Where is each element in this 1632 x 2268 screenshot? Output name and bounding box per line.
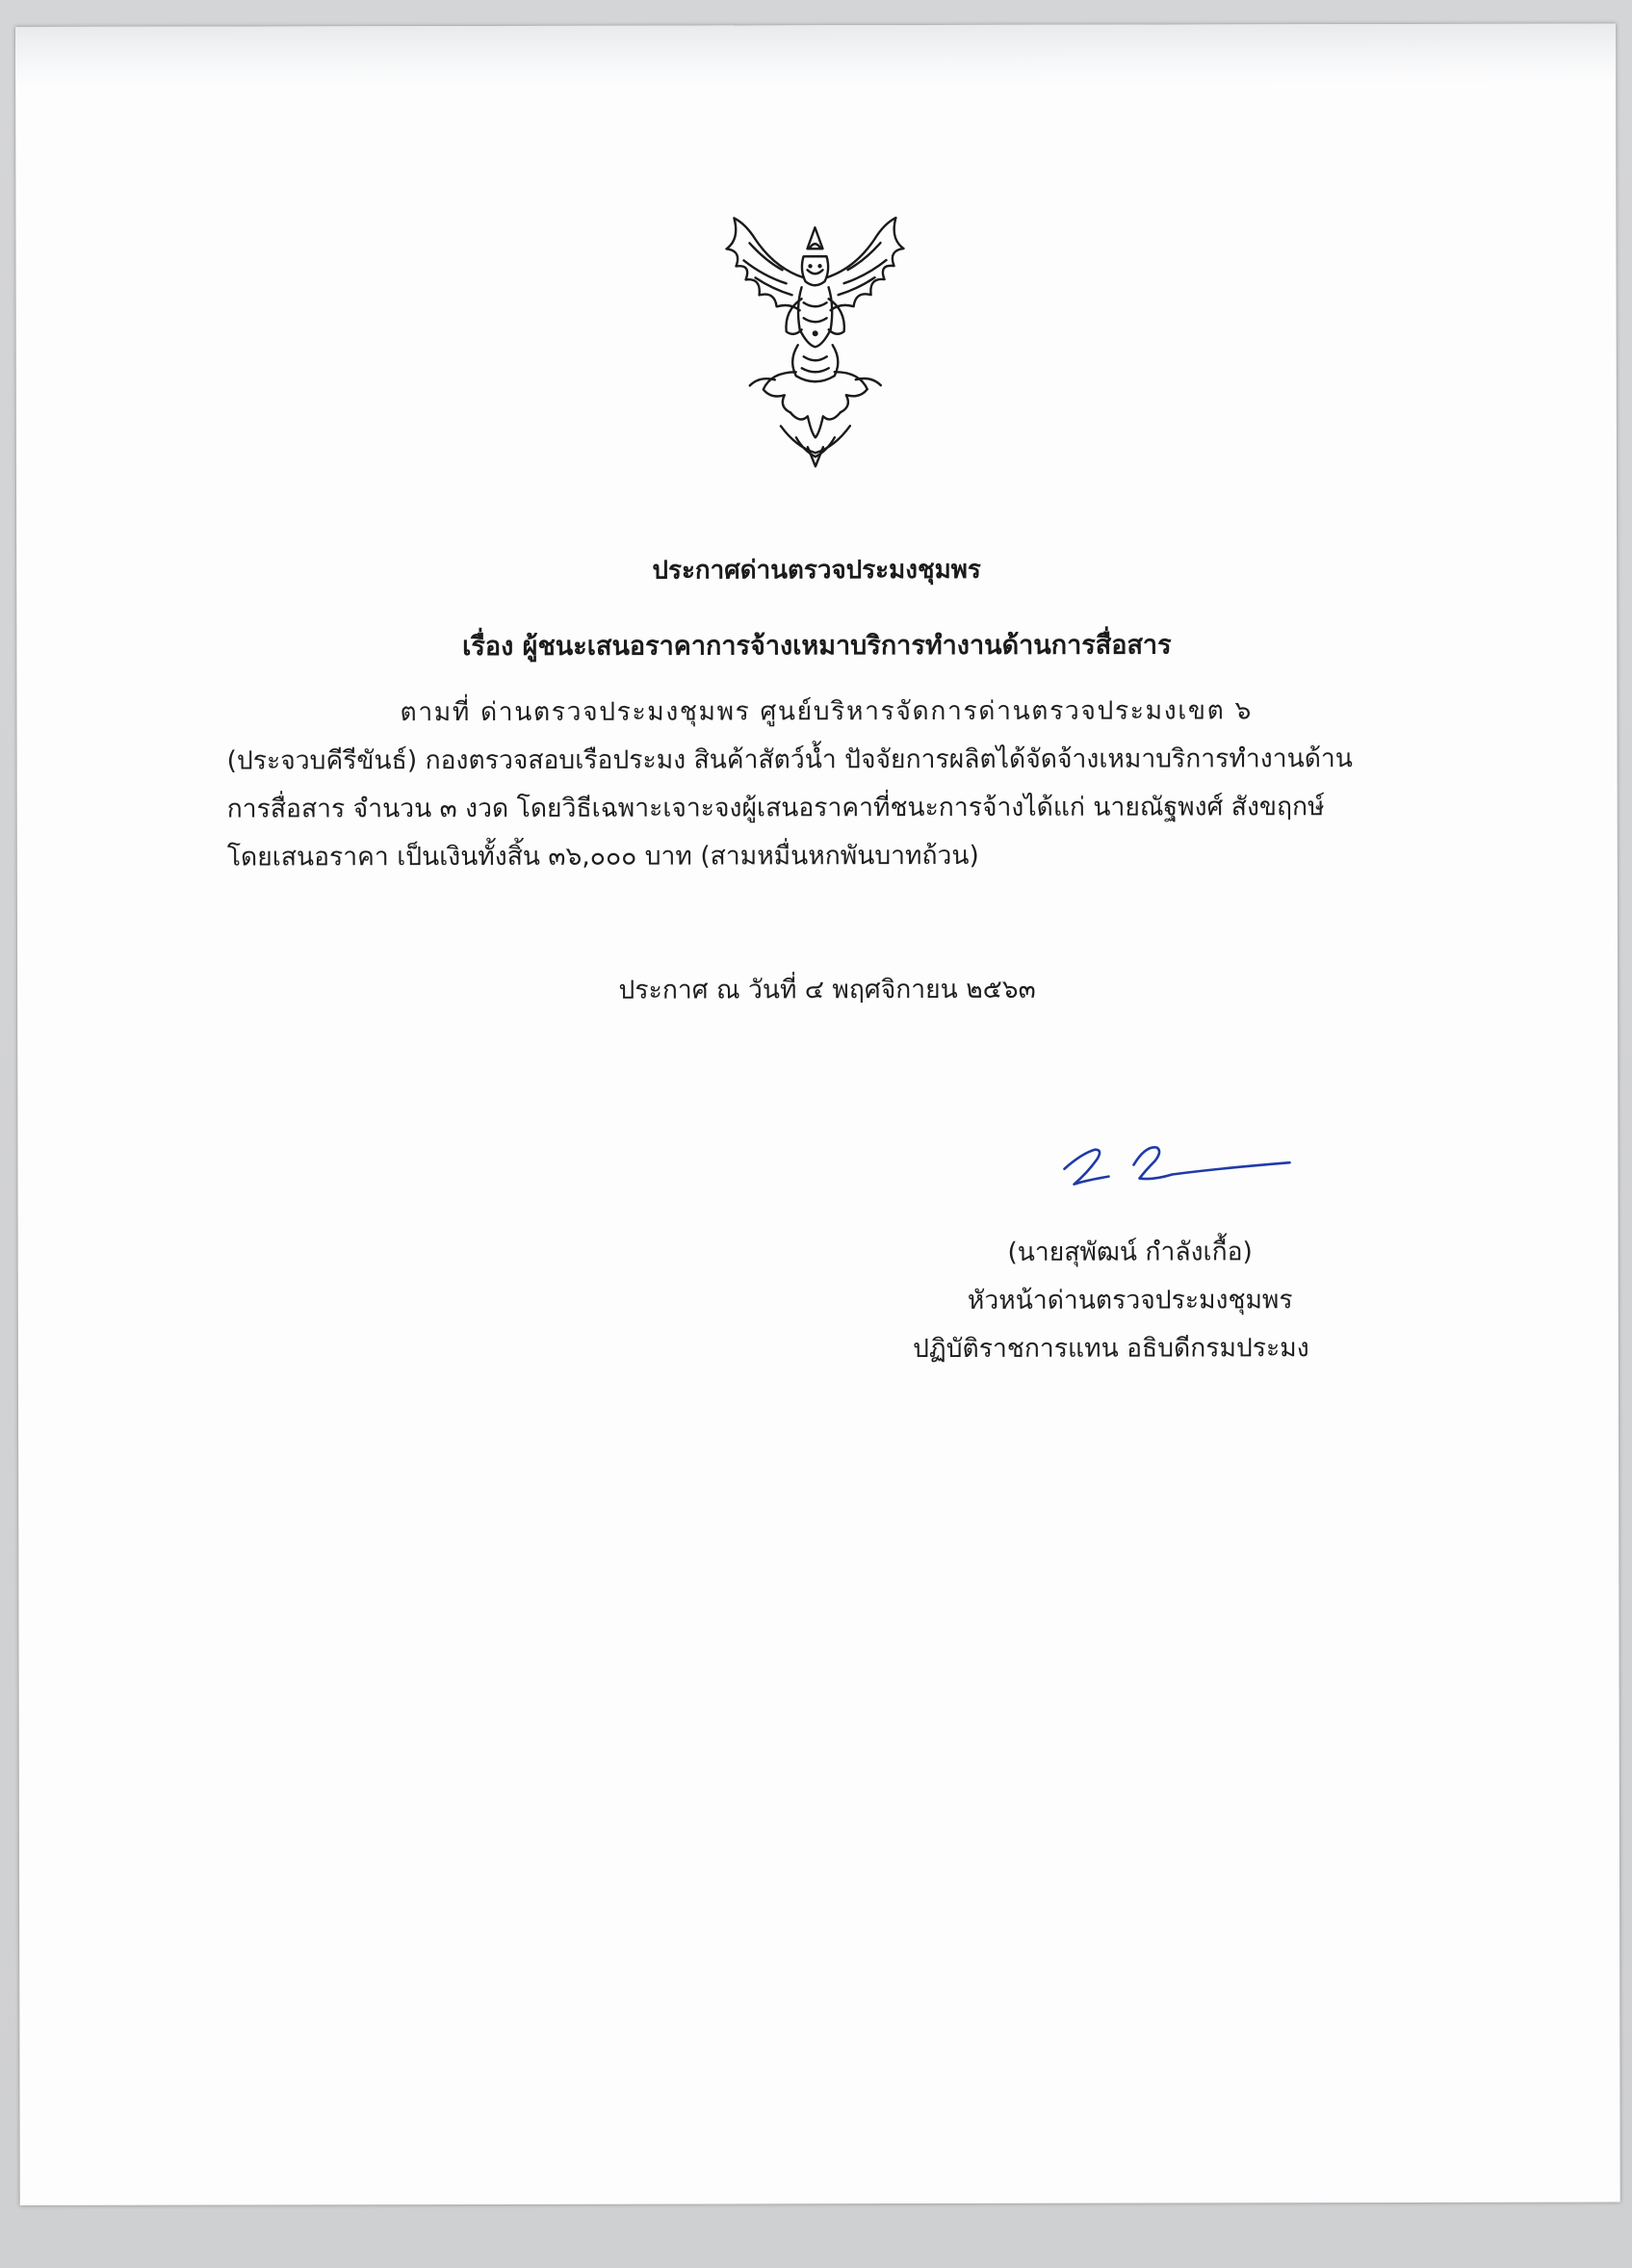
signatory-position: หัวหน้าด่านตรวจประมงชุมพร (967, 1285, 1293, 1316)
body-line: (ประจวบคีรีขันธ์) กองตรวจสอบเรือประมง สินค้าสัตว์น้ำ ปัจจัยการผลิตได้จัดจ้างเหมาบริการทำงานด้าน (226, 743, 1353, 776)
announcement-date: ประกาศ ณ วันที่ ๔ พฤศจิกายน ๒๕๖๓ (618, 974, 1036, 1005)
signatory-name: (นายสุพัฒน์ กำลังเกื้อ) (1007, 1237, 1253, 1267)
body-line: ตามที่ ด่านตรวจประมงชุมพร ศูนย์บริหารจัดการด่านตรวจประมงเขต ๖ (400, 695, 1253, 728)
body-line: โดยเสนอราคา เป็นเงินทั้งสิ้น ๓๖,๐๐๐ บาท (สามหมื่นหกพันบาทถ้วน) (226, 840, 979, 873)
signatory-block (890, 1228, 1371, 1373)
announcement-subject: เรื่อง ผู้ชนะเสนอราคาการจ้างเหมาบริการทำงานด้านการสื่อสาร (462, 630, 1172, 663)
announcement-body (226, 687, 1401, 882)
announcement-title: ประกาศด่านตรวจประมงชุมพร (652, 555, 981, 586)
body-line: การสื่อสาร จำนวน ๓ งวด โดยวิธีเฉพาะเจาะจงผู้เสนอราคาที่ชนะการจ้างได้แก่ นายณัฐพงศ์ สังขฤกษ์ (226, 792, 1325, 824)
garuda-emblem-icon (707, 210, 924, 470)
handwritten-signature (1052, 1132, 1303, 1200)
signatory-acting-position: ปฏิบัติราชการแทน อธิบดีกรมประมง (913, 1333, 1309, 1365)
document-paper (15, 24, 1620, 2205)
